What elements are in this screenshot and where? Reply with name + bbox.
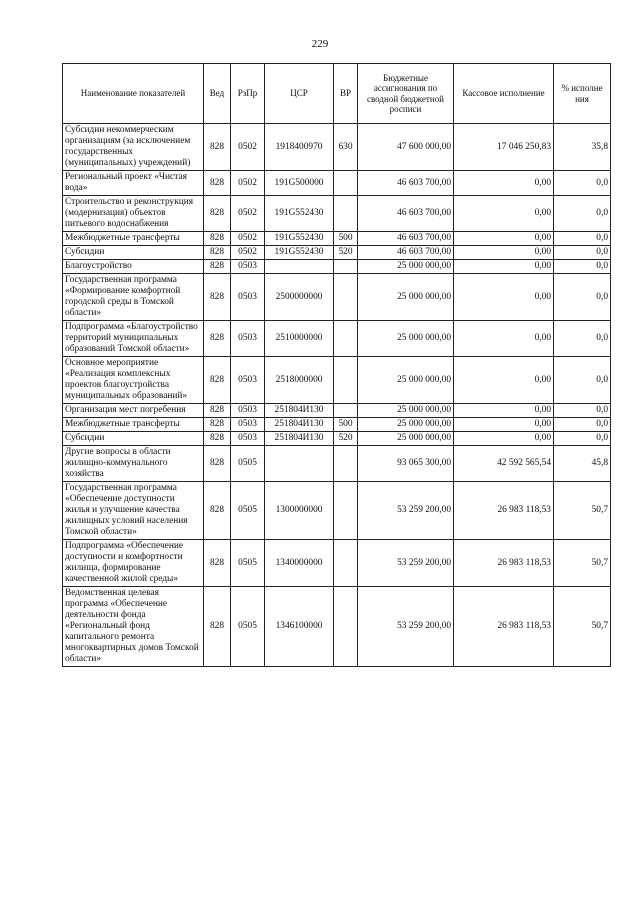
cell-name: Благоустройство (63, 260, 204, 274)
col-header-vr: ВР (334, 64, 358, 124)
cell-pct: 50,7 (554, 587, 611, 667)
cell-pct: 0,0 (554, 432, 611, 446)
cell-cash: 42 592 565,54 (454, 446, 554, 482)
table-row (63, 246, 611, 260)
cell-rzpr: 0503 (231, 432, 265, 446)
cell-rzpr: 0505 (231, 482, 265, 540)
col-header-csr: ЦСР (265, 64, 334, 124)
cell-vr (334, 171, 358, 196)
table-row (63, 432, 611, 446)
cell-csr: 191G552430 (265, 246, 334, 260)
cell-csr: 191G552430 (265, 196, 334, 232)
cell-name: Подпрограмма «Благоустройство территорий муниципальных образований Томской области» (63, 321, 204, 357)
cell-vr (334, 274, 358, 321)
col-header-cash: Кассовое исполнение (454, 64, 554, 124)
cell-vr (334, 321, 358, 357)
cell-csr: 1340000000 (265, 540, 334, 587)
cell-budget: 46 603 700,00 (358, 171, 454, 196)
cell-ved: 828 (204, 246, 231, 260)
col-header-budget: Бюджетные ассигнования по сводной бюджетной росписи (358, 64, 454, 124)
cell-pct: 0,0 (554, 260, 611, 274)
cell-ved: 828 (204, 260, 231, 274)
cell-name: Основное мероприятие «Реализация комплексных проектов благоустройства муниципальных образований» (63, 357, 204, 404)
table-row (63, 274, 611, 321)
cell-pct: 0,0 (554, 274, 611, 321)
cell-vr (334, 404, 358, 418)
col-header-rzpr: РзПр (231, 64, 265, 124)
cell-cash: 17 046 250,83 (454, 124, 554, 171)
cell-csr: 191G500000 (265, 171, 334, 196)
cell-vr: 630 (334, 124, 358, 171)
cell-ved: 828 (204, 232, 231, 246)
cell-vr: 520 (334, 432, 358, 446)
cell-vr (334, 196, 358, 232)
cell-ved: 828 (204, 171, 231, 196)
cell-csr (265, 446, 334, 482)
cell-rzpr: 0502 (231, 124, 265, 171)
cell-pct: 0,0 (554, 418, 611, 432)
cell-budget: 47 600 000,00 (358, 124, 454, 171)
table-row (63, 171, 611, 196)
cell-ved: 828 (204, 540, 231, 587)
cell-pct: 50,7 (554, 540, 611, 587)
cell-cash: 0,00 (454, 432, 554, 446)
cell-rzpr: 0502 (231, 196, 265, 232)
cell-rzpr: 0503 (231, 357, 265, 404)
cell-cash: 0,00 (454, 274, 554, 321)
cell-ved: 828 (204, 432, 231, 446)
cell-ved: 828 (204, 196, 231, 232)
cell-rzpr: 0505 (231, 587, 265, 667)
cell-budget: 25 000 000,00 (358, 418, 454, 432)
cell-rzpr: 0505 (231, 540, 265, 587)
cell-budget: 53 259 200,00 (358, 540, 454, 587)
cell-ved: 828 (204, 357, 231, 404)
cell-name: Государственная программа «Обеспечение доступности жилья и улучшение качества жилищных условий населения Томской области» (63, 482, 204, 540)
table-row (63, 196, 611, 232)
cell-csr: 1918400970 (265, 124, 334, 171)
cell-budget: 25 000 000,00 (358, 274, 454, 321)
cell-vr (334, 357, 358, 404)
cell-budget: 25 000 000,00 (358, 432, 454, 446)
cell-budget: 25 000 000,00 (358, 404, 454, 418)
cell-cash: 0,00 (454, 260, 554, 274)
cell-name: Организация мест погребения (63, 404, 204, 418)
cell-name: Государственная программа «Формирование комфортной городской среды в Томской области» (63, 274, 204, 321)
cell-budget: 46 603 700,00 (358, 232, 454, 246)
cell-cash: 26 983 118,53 (454, 540, 554, 587)
cell-ved: 828 (204, 446, 231, 482)
cell-cash: 26 983 118,53 (454, 587, 554, 667)
cell-budget: 25 000 000,00 (358, 260, 454, 274)
cell-budget: 53 259 200,00 (358, 482, 454, 540)
cell-vr (334, 260, 358, 274)
cell-pct: 0,0 (554, 357, 611, 404)
cell-name: Другие вопросы в области жилищно-коммунального хозяйства (63, 446, 204, 482)
cell-ved: 828 (204, 321, 231, 357)
col-header-name: Наименование показателей (63, 64, 204, 124)
cell-rzpr: 0502 (231, 232, 265, 246)
cell-name: Подпрограмма «Обеспечение доступности и комфортности жилища, формирование качественной жилой среды» (63, 540, 204, 587)
cell-rzpr: 0503 (231, 321, 265, 357)
cell-ved: 828 (204, 124, 231, 171)
table-row (63, 418, 611, 432)
cell-csr: 251804И130 (265, 418, 334, 432)
cell-cash: 0,00 (454, 418, 554, 432)
cell-budget: 25 000 000,00 (358, 321, 454, 357)
cell-name: Региональный проект «Чистая вода» (63, 171, 204, 196)
cell-cash: 0,00 (454, 171, 554, 196)
cell-pct: 35,8 (554, 124, 611, 171)
cell-budget: 46 603 700,00 (358, 246, 454, 260)
cell-ved: 828 (204, 418, 231, 432)
cell-ved: 828 (204, 587, 231, 667)
col-header-pct: % исполне ния (554, 64, 611, 124)
cell-vr: 500 (334, 418, 358, 432)
cell-pct: 0,0 (554, 196, 611, 232)
cell-vr: 500 (334, 232, 358, 246)
cell-vr (334, 540, 358, 587)
cell-rzpr: 0503 (231, 418, 265, 432)
cell-name: Субсидии (63, 432, 204, 446)
cell-budget: 46 603 700,00 (358, 196, 454, 232)
cell-csr: 2518000000 (265, 357, 334, 404)
table-row (63, 321, 611, 357)
table-header-row (63, 64, 611, 124)
table-row (63, 357, 611, 404)
cell-pct: 50,7 (554, 482, 611, 540)
cell-rzpr: 0502 (231, 246, 265, 260)
cell-cash: 26 983 118,53 (454, 482, 554, 540)
cell-name: Межбюджетные трансферты (63, 232, 204, 246)
table-row (63, 124, 611, 171)
cell-pct: 45,8 (554, 446, 611, 482)
cell-csr: 2510000000 (265, 321, 334, 357)
cell-vr (334, 482, 358, 540)
cell-rzpr: 0502 (231, 171, 265, 196)
cell-rzpr: 0503 (231, 274, 265, 321)
cell-name: Строительство и реконструкция (модернизация) объектов питьевого водоснабжения (63, 196, 204, 232)
table-row (63, 587, 611, 667)
cell-rzpr: 0505 (231, 446, 265, 482)
cell-csr: 1300000000 (265, 482, 334, 540)
cell-csr: 2500000000 (265, 274, 334, 321)
cell-name: Межбюджетные трансферты (63, 418, 204, 432)
cell-vr (334, 587, 358, 667)
table-row (63, 232, 611, 246)
cell-name: Субсидии (63, 246, 204, 260)
cell-pct: 0,0 (554, 171, 611, 196)
table-row (63, 540, 611, 587)
cell-ved: 828 (204, 404, 231, 418)
cell-cash: 0,00 (454, 404, 554, 418)
cell-vr (334, 446, 358, 482)
cell-name: Субсидии некоммерческим организациям (за исключением государственных (муниципальных) учреждений) (63, 124, 204, 171)
cell-pct: 0,0 (554, 232, 611, 246)
cell-pct: 0,0 (554, 321, 611, 357)
budget-table (62, 63, 611, 667)
col-header-ved: Вед (204, 64, 231, 124)
table-row (63, 404, 611, 418)
cell-ved: 828 (204, 482, 231, 540)
cell-csr (265, 260, 334, 274)
table-row (63, 260, 611, 274)
cell-ved: 828 (204, 274, 231, 321)
cell-pct: 0,0 (554, 246, 611, 260)
cell-cash: 0,00 (454, 321, 554, 357)
cell-cash: 0,00 (454, 357, 554, 404)
cell-budget: 53 259 200,00 (358, 587, 454, 667)
page-number: 229 (311, 38, 329, 50)
cell-cash: 0,00 (454, 246, 554, 260)
cell-pct: 0,0 (554, 404, 611, 418)
cell-rzpr: 0503 (231, 404, 265, 418)
cell-csr: 251804И130 (265, 404, 334, 418)
cell-cash: 0,00 (454, 232, 554, 246)
cell-name: Ведомственная целевая программа «Обеспечение деятельности фонда «Региональный фонд капитального ремонта многоквартирных домов Томской области» (63, 587, 204, 667)
cell-budget: 93 065 300,00 (358, 446, 454, 482)
table-row (63, 482, 611, 540)
cell-csr: 191G552430 (265, 232, 334, 246)
table-row (63, 446, 611, 482)
cell-cash: 0,00 (454, 196, 554, 232)
cell-csr: 1346100000 (265, 587, 334, 667)
cell-vr: 520 (334, 246, 358, 260)
cell-budget: 25 000 000,00 (358, 357, 454, 404)
cell-csr: 251804И130 (265, 432, 334, 446)
cell-rzpr: 0503 (231, 260, 265, 274)
